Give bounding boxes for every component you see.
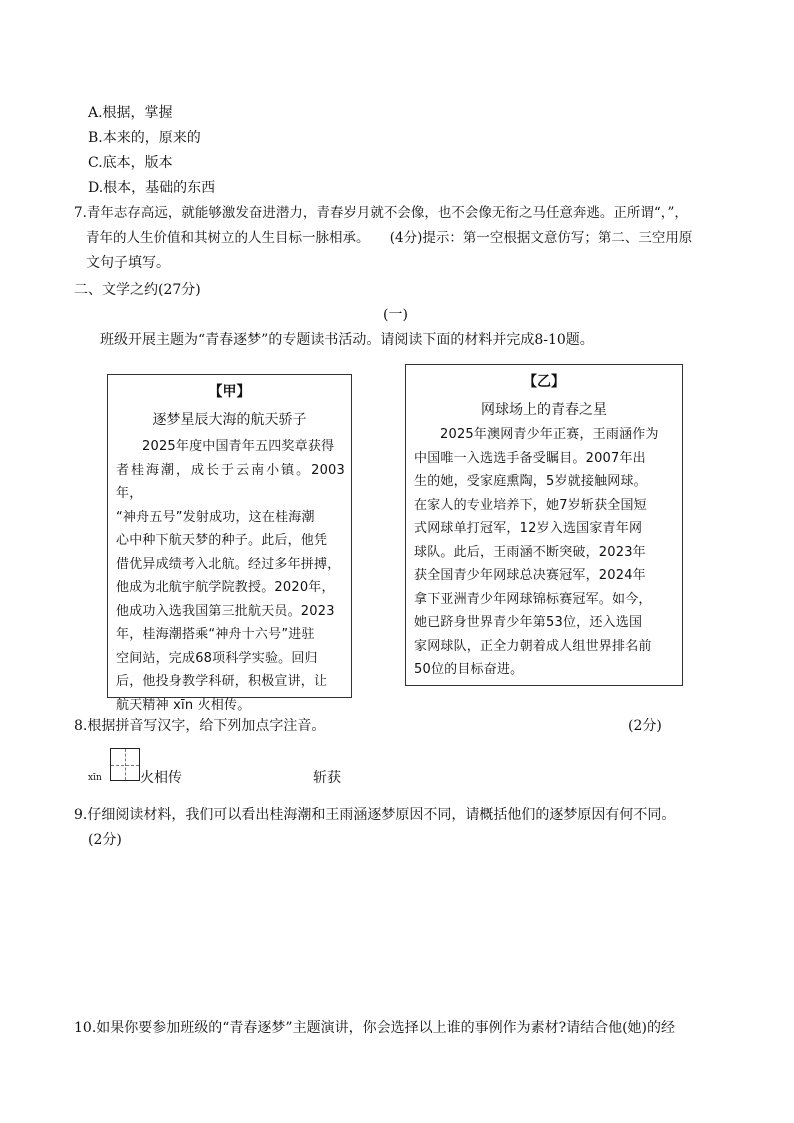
option-b: B.本来的，原来的 — [88, 130, 201, 146]
material-yi-label: 【乙】 — [523, 374, 565, 390]
yi-line: 中国唯一入选选手备受瞩目。2007年出 — [414, 450, 646, 466]
q7-line2: 青年的人生价值和其树立的人生目标一脉相承。 (4分)提示：第一空根据文意仿写；第二、三空用原 — [86, 230, 693, 246]
jia-line: 心中种下航天梦的种子。此后，他凭 — [116, 533, 328, 548]
jia-line: 后，他投身教学科研，积极宣讲，让 — [116, 674, 328, 689]
option-d: D.根本，基础的东西 — [88, 180, 216, 196]
q8-text: 8.根据拼音写汉字，给下列加点字注音。 — [74, 718, 326, 734]
yi-line: 2025年澳网青少年正赛，王雨涵作为 — [440, 427, 659, 442]
q7-line1: 7.青年志存高远，就能够激发奋进潜力，青春岁月就不会像，也不会像无衔之马任意奔逃。正所谓“，”， — [74, 205, 688, 221]
q8-pinyin: xīn — [88, 773, 102, 783]
answer-grid-box[interactable] — [110, 748, 140, 781]
yi-line: 她已跻身世界青少年第53位，还入选国 — [414, 615, 643, 630]
q9-text: 9.仔细阅读材料，我们可以看出桂海潮和王雨涵逐梦原因不同，请概括他们的逐梦原因有何不同。 — [74, 807, 676, 823]
option-c: C.底本，版本 — [88, 155, 173, 171]
yi-line: 50位的目标奋进。 — [414, 662, 524, 677]
jia-line: 2025年度中国青年五四奖章获得 — [142, 439, 335, 454]
section-heading: 二、文学之约(27分) — [74, 282, 201, 298]
yi-line: 生的她，受家庭熏陶，5岁就接触网球。 — [414, 474, 647, 489]
material-jia-text — [116, 435, 345, 717]
jia-line: “神舟五号”发射成功，这在桂海潮 — [116, 509, 315, 525]
q8-word1: 火相传 — [140, 770, 182, 786]
jia-line: 空间站，完成68项科学实验。回归 — [116, 650, 318, 666]
yi-line: 式网球单打冠军，12岁入选国家青年网 — [414, 521, 643, 536]
jia-line: 他成功入选我国第三批航天员。2023 — [116, 603, 335, 619]
jia-line: 航天精神 xīn 火相传。 — [116, 697, 251, 713]
q9-score: (2分) — [88, 832, 122, 848]
yi-line: 家网球队，正全力朝着成人组世界排名前 — [414, 638, 652, 654]
yi-line: 拿下亚洲青少年网球锦标赛冠军。如今， — [414, 591, 652, 607]
material-jia-title: 逐梦星辰大海的航天骄子 — [152, 412, 307, 428]
yi-line: 在家人的专业培养下，她7岁斩获全国短 — [414, 497, 647, 513]
q8-score: (2分) — [628, 718, 662, 734]
q8-word2: 斩获 — [313, 770, 341, 786]
material-yi-text — [414, 423, 676, 682]
yi-line: 球队。此后，王雨涵不断突破，2023年 — [414, 544, 646, 560]
material-yi-box — [405, 364, 683, 686]
jia-line: 他成为北航宇航学院教授。2020年， — [116, 580, 335, 595]
q7-line3: 文句子填写。 — [86, 255, 170, 271]
q10-text: 10.如果你要参加班级的“青春逐梦”主题演讲，你会选择以上谁的事例作为素材?请结合他(她)的经 — [74, 1020, 676, 1036]
option-a: A.根据，掌握 — [88, 105, 173, 121]
material-yi-title: 网球场上的青春之星 — [481, 402, 607, 418]
yi-line: 获全国青少年网球总决赛冠军，2024年 — [414, 568, 646, 583]
jia-line: 借优异成绩考入北航。经过多年拼搏， — [116, 556, 341, 572]
jia-line: 年，桂海潮搭乘“神舟十六号”进驻 — [116, 627, 315, 642]
jia-line: 者桂海潮，成长于云南小镇。2003年， — [116, 462, 345, 501]
part-number: (一) — [383, 307, 408, 323]
section-intro: 班级开展主题为“青春逐梦”的专题读书活动。请阅读下面的材料并完成8-10题。 — [100, 332, 594, 348]
material-jia-label: 【甲】 — [208, 384, 251, 400]
material-jia-box — [107, 374, 352, 713]
